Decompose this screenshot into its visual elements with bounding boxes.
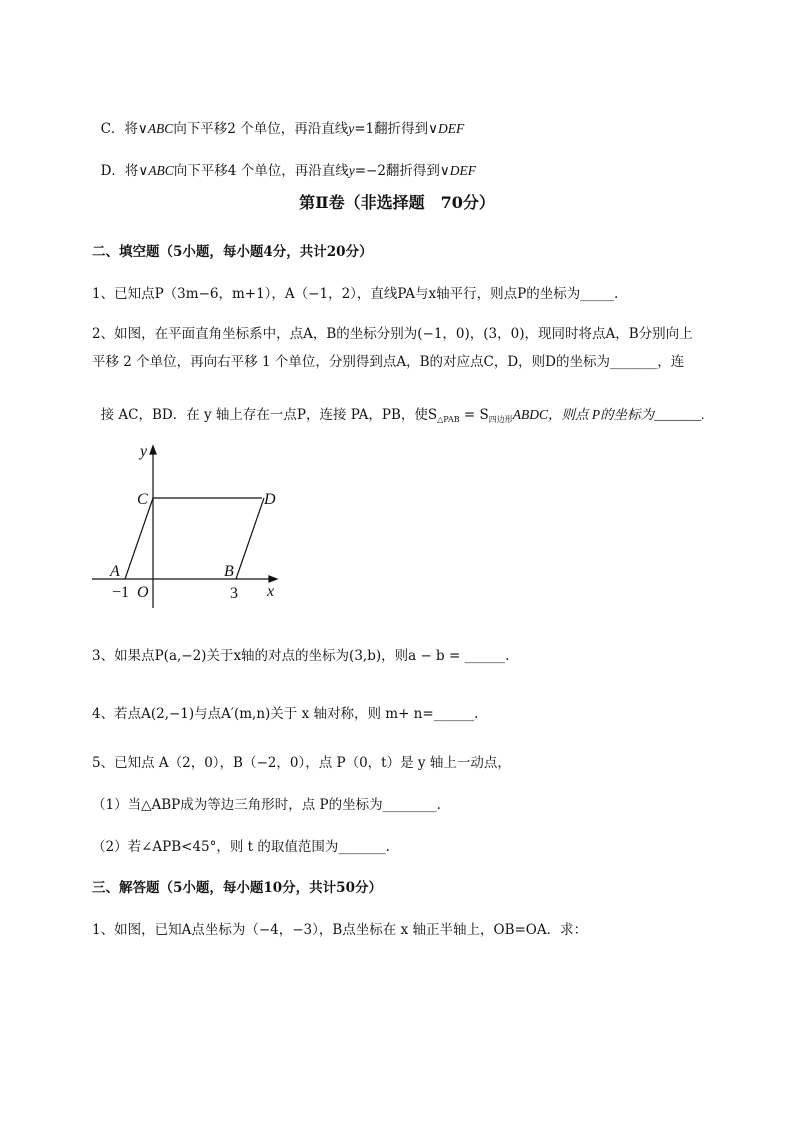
question-5-part-2: （2）若∠APB<45°，则 t 的取值范围为_______. [92, 839, 390, 855]
section-solution-heading: 三、解答题（5小题，每小题10分，共计50分） [92, 880, 382, 896]
x-axis-arrow [269, 576, 277, 582]
y-label: y [140, 443, 148, 460]
option-c: C．将∨ABC向下平移2 个单位，再沿直线y=1翻折得到∨DEF [100, 121, 465, 137]
point-d-label: D [264, 491, 276, 508]
point-b-label: B [224, 563, 234, 580]
option-d: D．将∨ABC向下平移4 个单位，再沿直线y=−2翻折得到∨DEF [100, 163, 477, 179]
question-1: 1、已知点P（3m−6，m+1），A（−1，2），直线PA与x轴平行，则点P的坐标为_____. [92, 286, 619, 302]
origin-label: O [137, 584, 149, 601]
question-2-line-1: 2、如图，在平面直角坐标系中，点A，B的坐标分别为(−1，0)，(3，0)，现同时将点A，B分别向上 [92, 326, 693, 342]
section-fill-blank-heading: 二、填空题（5小题，每小题4分，共计20分） [92, 244, 373, 260]
point-a-label: A [110, 563, 120, 580]
point-c-label: C [137, 491, 148, 508]
segment-ac [125, 498, 153, 579]
question-5-part-1: （1）当△ABP成为等边三角形时，点 P的坐标为________. [92, 797, 441, 813]
question-2-line-2: 平移 2 个单位，再向右平移 1 个单位，分别得到点A，B的对应点C，D，则D的坐标为_______，连 [92, 354, 685, 370]
tick-3-label: 3 [230, 585, 238, 602]
question-3: 3、如果点P(a,−2)关于x轴的对点的坐标为(3,b)，则a − b = ______. [92, 648, 510, 664]
question-4: 4、若点A(2,−1)与点A′(m,n)关于 x 轴对称，则 m+ n=______. [92, 706, 479, 722]
y-axis-arrow [150, 446, 156, 454]
segment-bd [236, 498, 264, 579]
part2-title: 第Ⅱ卷（非选择题 70分） [299, 193, 495, 212]
question-2-line-3: 接 AC，BD．在 y 轴上存在一点P，连接 PA，PB，使$S_{\triangle PAB}$ = $S_{四边形}ABDC$，则点 P的坐标为_______. [100, 407, 705, 424]
question-5: 5、已知点 A（2，0），B（−2，0），点 P（0，t）是 y 轴上一动点， [92, 755, 511, 771]
tick-neg1-label: −1 [112, 584, 130, 601]
x-label: x [267, 583, 275, 600]
coordinate-figure [90, 436, 290, 608]
solution-question-1: 1、如图，已知A点坐标为（−4，−3），B点坐标在 x 轴正半轴上，OB=OA．求： [92, 922, 588, 938]
